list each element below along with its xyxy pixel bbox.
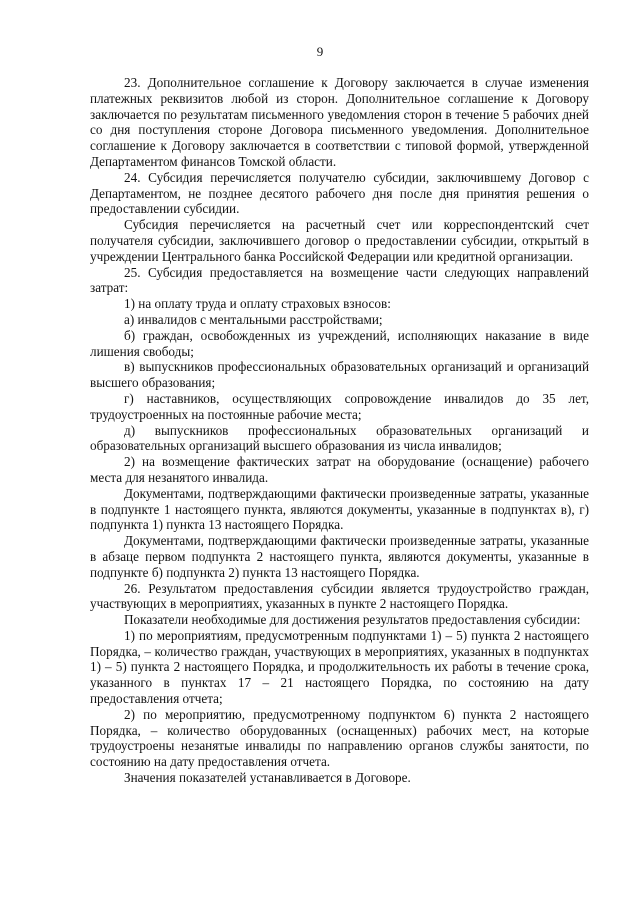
- paragraph-26-indicator-2: 2) по мероприятию, предусмотренному подпунктом 6) пункта 2 настоящего Порядка, – количество оборудованных (оснащенных) рабочих мест, на которые трудоустроены незанятые инвалиды по направлению органов службы занятости, по состоянию на дату предоставления отчета.: [90, 706, 589, 770]
- paragraph-26-indicator-1: 1) по мероприятиям, предусмотренным подпунктами 1) – 5) пункта 2 настоящего Порядка, – количество граждан, участвующих в мероприятиях, указанных в подпунктах 1) – 5) пункта 2 настоящего Порядка, и продолжительность их работы в течение срока, указанного в пунктах 17 – 21 настоящего Порядка, по состоянию на дату предоставления отчета;: [90, 627, 589, 707]
- paragraph-25-item-1a: а) инвалидов с ментальными расстройствами;: [124, 311, 383, 327]
- paragraph-25: 25. Субсидия предоставляется на возмещение части следующих направлений затрат:: [90, 264, 589, 296]
- paragraph-23: 23. Дополнительное соглашение к Договору заключается в случае изменения платежных реквизитов любой из сторон. Дополнительное соглашение к Договору заключается по результатам письменного уведомления сторон в течение 5 рабочих дней со дня поступления стороне Договора письменного уведомления. Дополнительное соглашение к Договору заключается в соответствии с типовой формой, утвержденной Департаментом финансов Томской области.: [90, 75, 589, 169]
- paragraph-26-values: Значения показателей устанавливается в Договоре.: [124, 770, 411, 786]
- paragraph-25-item-1b: б) граждан, освобожденных из учреждений, исполняющих наказание в виде лишения свободы;: [90, 327, 589, 359]
- paragraph-25-docs-2: Документами, подтверждающими фактически произведенные затраты, указанные в абзаце первом подпункта 2 настоящего пункта, являются документы, указанные в подпункте б) подпункта 2) пункта 13 настоящего Порядка.: [90, 533, 589, 580]
- paragraph-25-item-1d: д) выпускников профессиональных образовательных организаций и образовательных организаций высшего образования из числа инвалидов;: [90, 422, 589, 454]
- page-number: 9: [316, 44, 324, 59]
- paragraph-25-item-2: 2) на возмещение фактических затрат на оборудование (оснащение) рабочего места для незанятого инвалида.: [90, 454, 589, 485]
- paragraph-25-docs-1: Документами, подтверждающими фактически произведенные затраты, указанные в подпункте 1 настоящего пункта, являются документы, указанные в подпунктах в), г) подпункта 1) пункта 13 настоящего Порядка.: [90, 485, 589, 533]
- document-body: [90, 75, 589, 786]
- paragraph-26: 26. Результатом предоставления субсидии является трудоустройство граждан, участвующих в мероприятиях, указанных в пункте 2 настоящего Порядка.: [90, 580, 589, 612]
- paragraph-25-item-1: 1) на оплату труда и оплату страховых взносов:: [124, 296, 391, 312]
- paragraph-25-item-1g: г) наставников, осуществляющих сопровождение инвалидов до 35 лет, трудоустроенных на постоянные рабочие места;: [90, 390, 589, 422]
- paragraph-24-transfer: Субсидия перечисляется на расчетный счет или корреспондентский счет получателя субсидии, заключившего договор о предоставлении субсидии, открытый в учреждении Центрального банка Российской Федерации или кредитной организации.: [90, 217, 589, 264]
- paragraph-26-indicators: Показатели необходимые для достижения результатов предоставления субсидии:: [124, 612, 581, 628]
- paragraph-25-item-1v: в) выпускников профессиональных образовательных организаций и организаций высшего образования;: [90, 359, 589, 391]
- paragraph-24: 24. Субсидия перечисляется получателю субсидии, заключившему Договор с Департаментом, не позднее десятого рабочего дня после дня принятия решения о предоставлении субсидии.: [90, 169, 589, 217]
